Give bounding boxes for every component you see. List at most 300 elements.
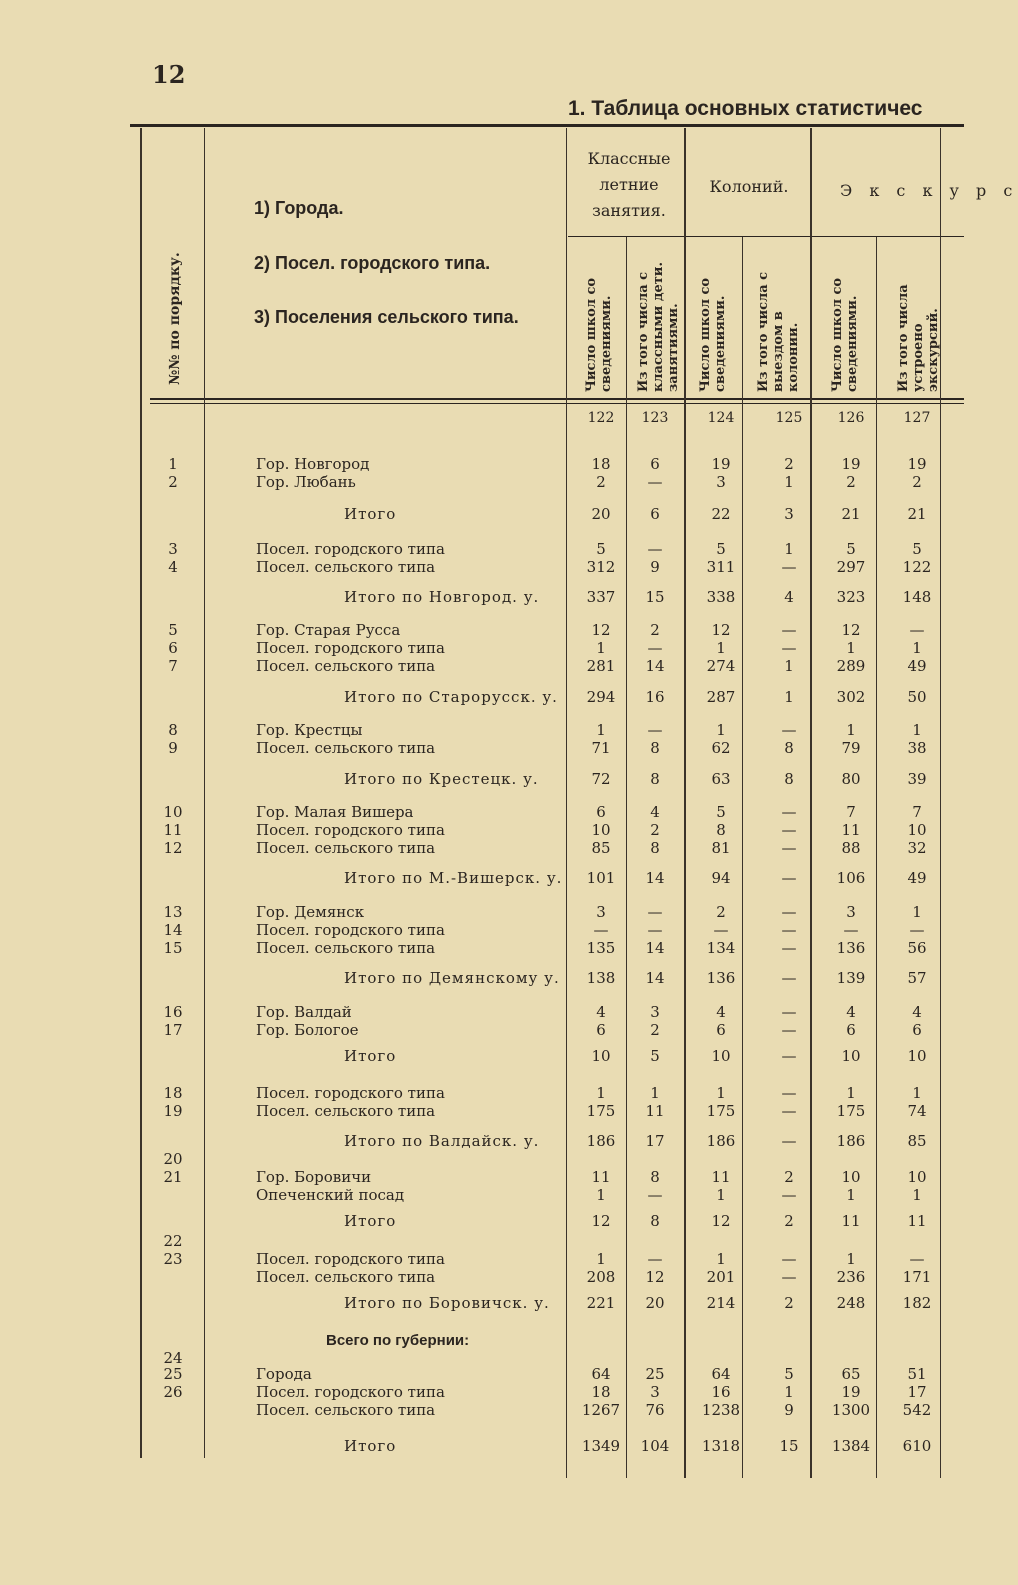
cell-col-124: 201 xyxy=(706,1268,736,1286)
cell-col-125: — xyxy=(781,1003,797,1021)
table-row xyxy=(0,621,964,639)
table-row xyxy=(0,1132,964,1150)
col-sep-5 xyxy=(876,237,877,1478)
cell-col-123: 4 xyxy=(650,803,660,821)
row-label: Гор. Малая Вишера xyxy=(256,803,414,821)
cell-col-127: 1 xyxy=(912,1084,922,1102)
row-number: 3 xyxy=(168,540,178,558)
category-rural-settlements: 3) Поселения сельского типа. xyxy=(254,307,519,327)
cell-col-125: — xyxy=(781,921,797,939)
cell-col-124: 274 xyxy=(706,657,736,675)
row-number: 24 xyxy=(163,1349,183,1367)
row-number: 4 xyxy=(168,558,178,576)
cell-col-126: 175 xyxy=(836,1102,866,1120)
cell-col-124: 62 xyxy=(711,739,731,757)
row-number: 22 xyxy=(163,1232,183,1250)
row-label: Гор. Любань xyxy=(256,473,356,491)
index-column-header: №№ по порядку. xyxy=(167,252,183,385)
cell-col-122: 1 xyxy=(596,1250,606,1268)
row-number: 1 xyxy=(168,455,178,473)
cell-col-124: 287 xyxy=(706,688,736,706)
category-cities: 1) Города. xyxy=(254,198,344,218)
cell-col-126: 1384 xyxy=(831,1437,871,1455)
col-number-126: 126 xyxy=(837,410,865,426)
row-total-label: Итого по Новгород. у. xyxy=(344,588,540,606)
cell-col-123: 15 xyxy=(645,588,665,606)
row-number: 5 xyxy=(168,621,178,639)
cell-col-124: 63 xyxy=(711,770,731,788)
row-total-label: Итого по Боровичск. у. xyxy=(344,1294,550,1312)
table-row xyxy=(0,558,964,576)
cell-col-122: 11 xyxy=(591,1168,611,1186)
row-total-label: Итого по М.-Вишерск. у. xyxy=(344,869,563,887)
cell-col-123: — xyxy=(647,903,663,921)
cell-col-123: — xyxy=(647,921,663,939)
col-sep-1 xyxy=(626,237,627,1478)
table-row xyxy=(0,821,964,839)
cell-col-127: 49 xyxy=(907,869,927,887)
cell-col-125: — xyxy=(781,1132,797,1150)
cell-col-124: 4 xyxy=(716,1003,726,1021)
cell-col-123: 3 xyxy=(650,1003,660,1021)
cell-col-124: 311 xyxy=(706,558,736,576)
row-number: 19 xyxy=(163,1102,183,1120)
table-row xyxy=(0,688,964,706)
cell-col-126: 297 xyxy=(836,558,866,576)
cell-col-122: 64 xyxy=(591,1365,611,1383)
row-label: Посел. городского типа xyxy=(256,540,445,558)
subcol-header-123: Из того числа с классными дети. занятиями. xyxy=(636,262,681,392)
cell-col-123: 17 xyxy=(645,1132,665,1150)
group-divider xyxy=(568,236,964,237)
cell-col-126: 323 xyxy=(836,588,866,606)
cell-col-126: 1 xyxy=(846,1186,856,1204)
cell-col-125: 1 xyxy=(784,473,794,491)
cell-col-127: 148 xyxy=(902,588,932,606)
cell-col-123: 5 xyxy=(650,1047,660,1065)
cell-col-126: 289 xyxy=(836,657,866,675)
row-number: 12 xyxy=(163,839,183,857)
cell-col-126: 248 xyxy=(836,1294,866,1312)
cell-col-127: 10 xyxy=(907,821,927,839)
row-label: Города xyxy=(256,1365,312,1383)
table-row xyxy=(0,721,964,739)
cell-col-124: 214 xyxy=(706,1294,736,1312)
cell-col-126: 7 xyxy=(846,803,856,821)
row-number: 8 xyxy=(168,721,178,739)
cell-col-125: — xyxy=(781,821,797,839)
cell-col-126: 1 xyxy=(846,1250,856,1268)
table-row xyxy=(0,969,964,987)
cell-col-125: — xyxy=(781,1102,797,1120)
cell-col-122: 138 xyxy=(586,969,616,987)
cell-col-127: 610 xyxy=(902,1437,932,1455)
table-row xyxy=(0,803,964,821)
cell-col-125: 3 xyxy=(784,505,794,523)
cell-col-124: 10 xyxy=(711,1047,731,1065)
cell-col-127: 182 xyxy=(902,1294,932,1312)
cell-col-125: 15 xyxy=(779,1437,799,1455)
col-number-122: 122 xyxy=(587,410,615,426)
cell-col-123: 2 xyxy=(650,821,660,839)
cell-col-126: 1 xyxy=(846,639,856,657)
row-number: 21 xyxy=(163,1168,183,1186)
table-row xyxy=(0,1437,964,1455)
cell-col-122: 1 xyxy=(596,721,606,739)
cell-col-127: — xyxy=(909,1250,925,1268)
cell-col-122: 4 xyxy=(596,1003,606,1021)
cell-col-123: 8 xyxy=(650,839,660,857)
table-row xyxy=(0,1084,964,1102)
table-row xyxy=(0,1186,964,1204)
row-number: 17 xyxy=(163,1021,183,1039)
table-row xyxy=(0,1102,964,1120)
cell-col-126: 12 xyxy=(841,621,861,639)
cell-col-124: 2 xyxy=(716,903,726,921)
row-label: Посел. сельского типа xyxy=(256,657,436,675)
table-row xyxy=(0,1047,964,1065)
cell-col-124: 81 xyxy=(711,839,731,857)
cell-col-122: 281 xyxy=(586,657,616,675)
cell-col-122: 20 xyxy=(591,505,611,523)
cell-col-126: 1 xyxy=(846,1084,856,1102)
table-row xyxy=(0,1250,964,1268)
cell-col-127: 21 xyxy=(907,505,927,523)
row-label: Посел. сельского типа xyxy=(256,1268,436,1286)
cell-col-123: — xyxy=(647,473,663,491)
cell-col-127: 5 xyxy=(912,540,922,558)
cell-col-123: 8 xyxy=(650,1212,660,1230)
row-total-label: Итого по Демянскому у. xyxy=(344,969,560,987)
table-row xyxy=(0,1021,964,1039)
row-number: 15 xyxy=(163,939,183,957)
row-number: 2 xyxy=(168,473,178,491)
row-label: Посел. сельского типа xyxy=(256,939,436,957)
cell-col-122: 1 xyxy=(596,1084,606,1102)
cell-col-127: 542 xyxy=(902,1401,932,1419)
cell-col-122: 175 xyxy=(586,1102,616,1120)
table-row xyxy=(0,1294,964,1312)
group-classes-header: Классные летние занятия. xyxy=(587,149,671,220)
subcol-header-126: Число школ со сведениями. xyxy=(830,277,860,392)
table-row xyxy=(0,540,964,558)
row-total-label: Итого xyxy=(344,505,397,523)
cell-col-123: 104 xyxy=(640,1437,670,1455)
cell-col-124: 338 xyxy=(706,588,736,606)
row-label: Посел. сельского типа xyxy=(256,739,436,757)
cell-col-123: 9 xyxy=(650,558,660,576)
cell-col-125: 1 xyxy=(784,688,794,706)
cell-col-126: 2 xyxy=(846,473,856,491)
cell-col-126: 21 xyxy=(841,505,861,523)
cell-col-124: 175 xyxy=(706,1102,736,1120)
row-label: Гор. Новгород xyxy=(256,455,370,473)
row-total-label: Итого xyxy=(344,1437,397,1455)
cell-col-127: 10 xyxy=(907,1047,927,1065)
col-number-123: 123 xyxy=(641,410,669,426)
cell-col-125: 1 xyxy=(784,1383,794,1401)
col-number-127: 127 xyxy=(903,410,931,426)
cell-col-123: 8 xyxy=(650,739,660,757)
cell-col-125: 8 xyxy=(784,739,794,757)
group-excursions-header: Э к с к у р с xyxy=(840,181,1018,200)
cell-col-126: 3 xyxy=(846,903,856,921)
cell-col-125: 2 xyxy=(784,1294,794,1312)
cell-col-126: 4 xyxy=(846,1003,856,1021)
cell-col-127: 19 xyxy=(907,455,927,473)
cell-col-122: 6 xyxy=(596,803,606,821)
cell-col-125: 2 xyxy=(784,455,794,473)
table-row xyxy=(0,939,964,957)
cell-col-125: 1 xyxy=(784,657,794,675)
cell-col-122: 1349 xyxy=(581,1437,621,1455)
cell-col-125: — xyxy=(781,1250,797,1268)
cell-col-123: 14 xyxy=(645,969,665,987)
row-total-label: Итого xyxy=(344,1047,397,1065)
cell-col-123: 20 xyxy=(645,1294,665,1312)
row-label: Посел. городского типа xyxy=(256,921,445,939)
row-label: Гор. Бологое xyxy=(256,1021,359,1039)
cell-col-122: 1267 xyxy=(581,1401,621,1419)
cell-col-123: — xyxy=(647,1250,663,1268)
cell-col-127: 85 xyxy=(907,1132,927,1150)
cell-col-125: — xyxy=(781,721,797,739)
cell-col-126: 19 xyxy=(841,1383,861,1401)
cell-col-123: 14 xyxy=(645,657,665,675)
cell-col-126: 1300 xyxy=(831,1401,871,1419)
cell-col-122: 208 xyxy=(586,1268,616,1286)
row-total-label: Итого по Крестецк. у. xyxy=(344,770,539,788)
table-row xyxy=(0,1332,964,1350)
row-label: Опеченский посад xyxy=(256,1186,405,1204)
cell-col-125: 2 xyxy=(784,1212,794,1230)
page-number: 12 xyxy=(152,60,186,89)
table-row xyxy=(0,921,964,939)
table-row xyxy=(0,1401,964,1419)
row-number: 7 xyxy=(168,657,178,675)
row-label: Посел. сельского типа xyxy=(256,1102,436,1120)
cell-col-125: — xyxy=(781,1268,797,1286)
subcol-header-124: Число школ со сведениями. xyxy=(698,277,728,392)
row-number: 6 xyxy=(168,639,178,657)
cell-col-122: 12 xyxy=(591,1212,611,1230)
row-number: 13 xyxy=(163,903,183,921)
cell-col-123: 2 xyxy=(650,1021,660,1039)
cell-col-124: 134 xyxy=(706,939,736,957)
cell-col-127: 74 xyxy=(907,1102,927,1120)
cell-col-124: 1 xyxy=(716,639,726,657)
cell-col-125: — xyxy=(781,639,797,657)
cell-col-123: 12 xyxy=(645,1268,665,1286)
row-label: Посел. городского типа xyxy=(256,821,445,839)
cell-col-124: 5 xyxy=(716,540,726,558)
cell-col-122: 294 xyxy=(586,688,616,706)
cell-col-124: 19 xyxy=(711,455,731,473)
row-label: Посел. городского типа xyxy=(256,1084,445,1102)
cell-col-124: 1238 xyxy=(701,1401,741,1419)
cell-col-127: 11 xyxy=(907,1212,927,1230)
cell-col-125: — xyxy=(781,621,797,639)
cell-col-125: — xyxy=(781,939,797,957)
cell-col-122: — xyxy=(593,921,609,939)
cell-col-125: 2 xyxy=(784,1168,794,1186)
row-total-label: Итого по Валдайск. у. xyxy=(344,1132,540,1150)
row-label: Посел. сельского типа xyxy=(256,1401,436,1419)
cell-col-124: 1 xyxy=(716,1186,726,1204)
table-row xyxy=(0,505,964,523)
cell-col-127: 1 xyxy=(912,721,922,739)
cell-col-127: 38 xyxy=(907,739,927,757)
table-row xyxy=(0,588,964,606)
group-colonies-header: Колоний. xyxy=(709,177,789,196)
cell-col-123: 25 xyxy=(645,1365,665,1383)
cell-col-127: 57 xyxy=(907,969,927,987)
cell-col-124: 64 xyxy=(711,1365,731,1383)
cell-col-124: 12 xyxy=(711,1212,731,1230)
table-row xyxy=(0,903,964,921)
row-number: 9 xyxy=(168,739,178,757)
cell-col-124: 5 xyxy=(716,803,726,821)
cell-col-125: — xyxy=(781,1021,797,1039)
cell-col-127: 32 xyxy=(907,839,927,857)
table-row xyxy=(0,1150,964,1168)
cell-col-123: 76 xyxy=(645,1401,665,1419)
cell-col-124: 1 xyxy=(716,721,726,739)
col-number-125: 125 xyxy=(775,410,803,426)
cell-col-124: 12 xyxy=(711,621,731,639)
cell-col-123: 11 xyxy=(645,1102,665,1120)
cell-col-126: 6 xyxy=(846,1021,856,1039)
table-row xyxy=(0,657,964,675)
cell-col-126: 236 xyxy=(836,1268,866,1286)
table-row xyxy=(0,1168,964,1186)
category-urban-settlements: 2) Посел. городского типа. xyxy=(254,253,491,273)
cell-col-124: 6 xyxy=(716,1021,726,1039)
table-row xyxy=(0,473,964,491)
cell-col-125: — xyxy=(781,558,797,576)
subcol-header-127: Из того числа устроено экскурсий. xyxy=(896,284,941,392)
cell-col-122: 1 xyxy=(596,639,606,657)
subcol-header-122: Число школ со сведениями. xyxy=(584,277,614,392)
row-label: Гор. Старая Русса xyxy=(256,621,401,639)
row-number: 10 xyxy=(163,803,183,821)
cell-col-126: 88 xyxy=(841,839,861,857)
cell-col-126: — xyxy=(843,921,859,939)
row-number: 23 xyxy=(163,1250,183,1268)
cell-col-127: 50 xyxy=(907,688,927,706)
row-total-label: Итого xyxy=(344,1212,397,1230)
row-number: 26 xyxy=(163,1383,183,1401)
cell-col-123: — xyxy=(647,1186,663,1204)
cell-col-126: 80 xyxy=(841,770,861,788)
cell-col-123: 6 xyxy=(650,455,660,473)
cell-col-123: 14 xyxy=(645,869,665,887)
cell-col-126: 19 xyxy=(841,455,861,473)
row-number: 25 xyxy=(163,1365,183,1383)
cell-col-122: 1 xyxy=(596,1186,606,1204)
cell-col-122: 72 xyxy=(591,770,611,788)
cell-col-127: 49 xyxy=(907,657,927,675)
cell-col-126: 65 xyxy=(841,1365,861,1383)
row-label: Посел. городского типа xyxy=(256,1383,445,1401)
cell-col-125: 4 xyxy=(784,588,794,606)
row-label: Посел. городского типа xyxy=(256,639,445,657)
table-row xyxy=(0,739,964,757)
row-label: Посел. городского типа xyxy=(256,1250,445,1268)
cell-col-122: 337 xyxy=(586,588,616,606)
table-row xyxy=(0,1232,964,1250)
row-label: Посел. сельского типа xyxy=(256,558,436,576)
cell-col-126: 1 xyxy=(846,721,856,739)
cell-col-123: 16 xyxy=(645,688,665,706)
table-row xyxy=(0,1268,964,1286)
cell-col-122: 312 xyxy=(586,558,616,576)
cell-col-127: 2 xyxy=(912,473,922,491)
cell-col-122: 18 xyxy=(591,455,611,473)
cell-col-126: 11 xyxy=(841,821,861,839)
cell-col-125: 8 xyxy=(784,770,794,788)
cell-col-125: 5 xyxy=(784,1365,794,1383)
table-row xyxy=(0,1212,964,1230)
cell-col-124: 94 xyxy=(711,869,731,887)
cell-col-127: 7 xyxy=(912,803,922,821)
cell-col-127: — xyxy=(909,621,925,639)
row-number: 16 xyxy=(163,1003,183,1021)
cell-col-124: 8 xyxy=(716,821,726,839)
cell-col-124: 1318 xyxy=(701,1437,741,1455)
cell-col-122: 135 xyxy=(586,939,616,957)
table-title: 1. Таблица основных статистичес xyxy=(568,97,923,120)
cell-col-126: 302 xyxy=(836,688,866,706)
cell-col-123: 8 xyxy=(650,770,660,788)
cell-col-123: — xyxy=(647,639,663,657)
cell-col-126: 136 xyxy=(836,939,866,957)
cell-col-122: 12 xyxy=(591,621,611,639)
row-number: 14 xyxy=(163,921,183,939)
row-number: 20 xyxy=(163,1150,183,1168)
cell-col-125: — xyxy=(781,903,797,921)
cell-col-127: 171 xyxy=(902,1268,932,1286)
cell-col-124: 1 xyxy=(716,1250,726,1268)
cell-col-124: 16 xyxy=(711,1383,731,1401)
cell-col-126: 10 xyxy=(841,1047,861,1065)
cell-col-126: 10 xyxy=(841,1168,861,1186)
cell-col-125: — xyxy=(781,1084,797,1102)
cell-col-122: 3 xyxy=(596,903,606,921)
cell-col-123: 8 xyxy=(650,1168,660,1186)
top-rule xyxy=(130,124,964,127)
cell-col-122: 71 xyxy=(591,739,611,757)
cell-col-126: 5 xyxy=(846,540,856,558)
table-row xyxy=(0,770,964,788)
cell-col-124: 22 xyxy=(711,505,731,523)
cell-col-127: 122 xyxy=(902,558,932,576)
table-row xyxy=(0,1003,964,1021)
table-row xyxy=(0,639,964,657)
cell-col-124: — xyxy=(713,921,729,939)
header-bottom-rule-2 xyxy=(150,403,964,404)
cell-col-125: — xyxy=(781,1186,797,1204)
cell-col-123: 3 xyxy=(650,1383,660,1401)
cell-col-126: 139 xyxy=(836,969,866,987)
cell-col-123: 14 xyxy=(645,939,665,957)
cell-col-127: 39 xyxy=(907,770,927,788)
cell-col-127: 1 xyxy=(912,639,922,657)
cell-col-126: 79 xyxy=(841,739,861,757)
cell-col-125: — xyxy=(781,869,797,887)
cell-col-125: — xyxy=(781,969,797,987)
cell-col-122: 6 xyxy=(596,1021,606,1039)
